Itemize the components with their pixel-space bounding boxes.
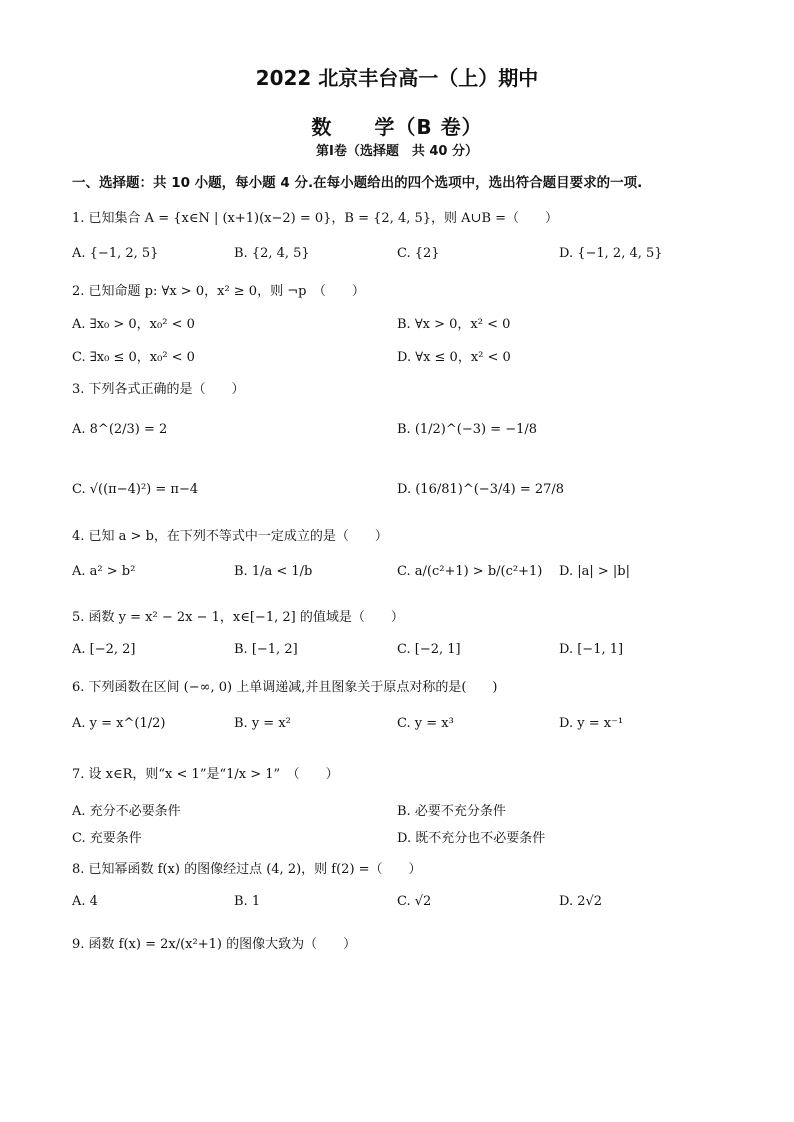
question-2-option-a: A. ∃x₀ > 0，x₀² < 0 bbox=[72, 317, 195, 332]
question-4-option-b: B. 1/a < 1/b bbox=[234, 564, 313, 579]
question-1-option-c: C. {2} bbox=[397, 246, 440, 261]
question-1-option-a: A. {−1, 2, 5} bbox=[72, 246, 159, 261]
question-9-stem: 9. 函数 f(x) = 2x/(x²+1) 的图像大致为（ ） bbox=[72, 937, 357, 952]
question-3-option-c: C. √((π−4)²) = π−4 bbox=[72, 482, 199, 497]
question-7-option-b: B. 必要不充分条件 bbox=[397, 804, 506, 819]
question-8-option-a: A. 4 bbox=[72, 894, 98, 909]
question-3-option-a: A. 8^(2/3) = 2 bbox=[72, 422, 168, 437]
question-2-option-b: B. ∀x > 0，x² < 0 bbox=[397, 317, 511, 332]
question-6-stem: 6. 下列函数在区间 (−∞, 0) 上单调递减,并且图象关于原点对称的是( ) bbox=[72, 680, 498, 695]
question-2-stem: 2. 已知命题 p: ∀x > 0，x² ≥ 0，则 ¬p （ ） bbox=[72, 284, 365, 299]
question-4-option-a: A. a² > b² bbox=[72, 564, 136, 579]
question-5-option-c: C. [−2, 1] bbox=[397, 642, 461, 657]
question-3-option-b: B. (1/2)^(−3) = −1/8 bbox=[397, 422, 538, 437]
page-title: 2022 北京丰台高一（上）期中 bbox=[255, 66, 539, 90]
question-7-stem: 7. 设 x∈R，则“x < 1”是“1/x > 1” （ ） bbox=[72, 767, 339, 782]
question-8-option-b: B. 1 bbox=[234, 894, 261, 909]
question-7-option-d: D. 既不充分也不必要条件 bbox=[397, 831, 546, 846]
question-5-option-a: A. [−2, 2] bbox=[72, 642, 136, 657]
question-1-option-d: D. {−1, 2, 4, 5} bbox=[559, 246, 663, 261]
question-8-option-c: C. √2 bbox=[397, 894, 432, 909]
question-1-stem: 1. 已知集合 A = {x∈N | (x+1)(x−2) = 0}，B = {2, 4, 5}，则 A∪B =（ ） bbox=[72, 211, 559, 226]
question-6-option-d: D. y = x⁻¹ bbox=[559, 716, 624, 731]
question-6-option-a: A. y = x^(1/2) bbox=[72, 716, 166, 731]
volume-title: 第Ⅰ卷（选择题 共 40 分） bbox=[316, 144, 478, 159]
question-2-option-d: D. ∀x ≤ 0，x² < 0 bbox=[397, 350, 511, 365]
question-8-stem: 8. 已知幂函数 f(x) 的图像经过点 (4, 2)，则 f(2) =（ ） bbox=[72, 862, 422, 877]
question-8-option-d: D. 2√2 bbox=[559, 894, 603, 909]
question-6-option-b: B. y = x² bbox=[234, 716, 291, 731]
question-4-option-d: D. |a| > |b| bbox=[559, 564, 630, 579]
question-5-option-b: B. [−1, 2] bbox=[234, 642, 298, 657]
question-4-stem: 4. 已知 a > b，在下列不等式中一定成立的是（ ） bbox=[72, 529, 388, 544]
question-5-option-d: D. [−1, 1] bbox=[559, 642, 624, 657]
subject-title: 数 学（B 卷） bbox=[311, 115, 483, 139]
question-3-stem: 3. 下列各式正确的是（ ） bbox=[72, 382, 245, 397]
section-heading: 一、选择题：共 10 小题，每小题 4 分.在每小题给出的四个选项中，选出符合题目要求的一项. bbox=[72, 175, 643, 191]
question-3-option-d: D. (16/81)^(−3/4) = 27/8 bbox=[397, 482, 565, 497]
question-5-stem: 5. 函数 y = x² − 2x − 1，x∈[−1, 2] 的值域是（ ） bbox=[72, 610, 404, 625]
question-6-option-c: C. y = x³ bbox=[397, 716, 454, 731]
question-2-option-c: C. ∃x₀ ≤ 0，x₀² < 0 bbox=[72, 350, 195, 365]
question-1-option-b: B. {2, 4, 5} bbox=[234, 246, 310, 261]
question-7-option-a: A. 充分不必要条件 bbox=[72, 804, 181, 819]
question-7-option-c: C. 充要条件 bbox=[72, 831, 142, 846]
question-4-option-c: C. a/(c²+1) > b/(c²+1) bbox=[397, 564, 543, 579]
